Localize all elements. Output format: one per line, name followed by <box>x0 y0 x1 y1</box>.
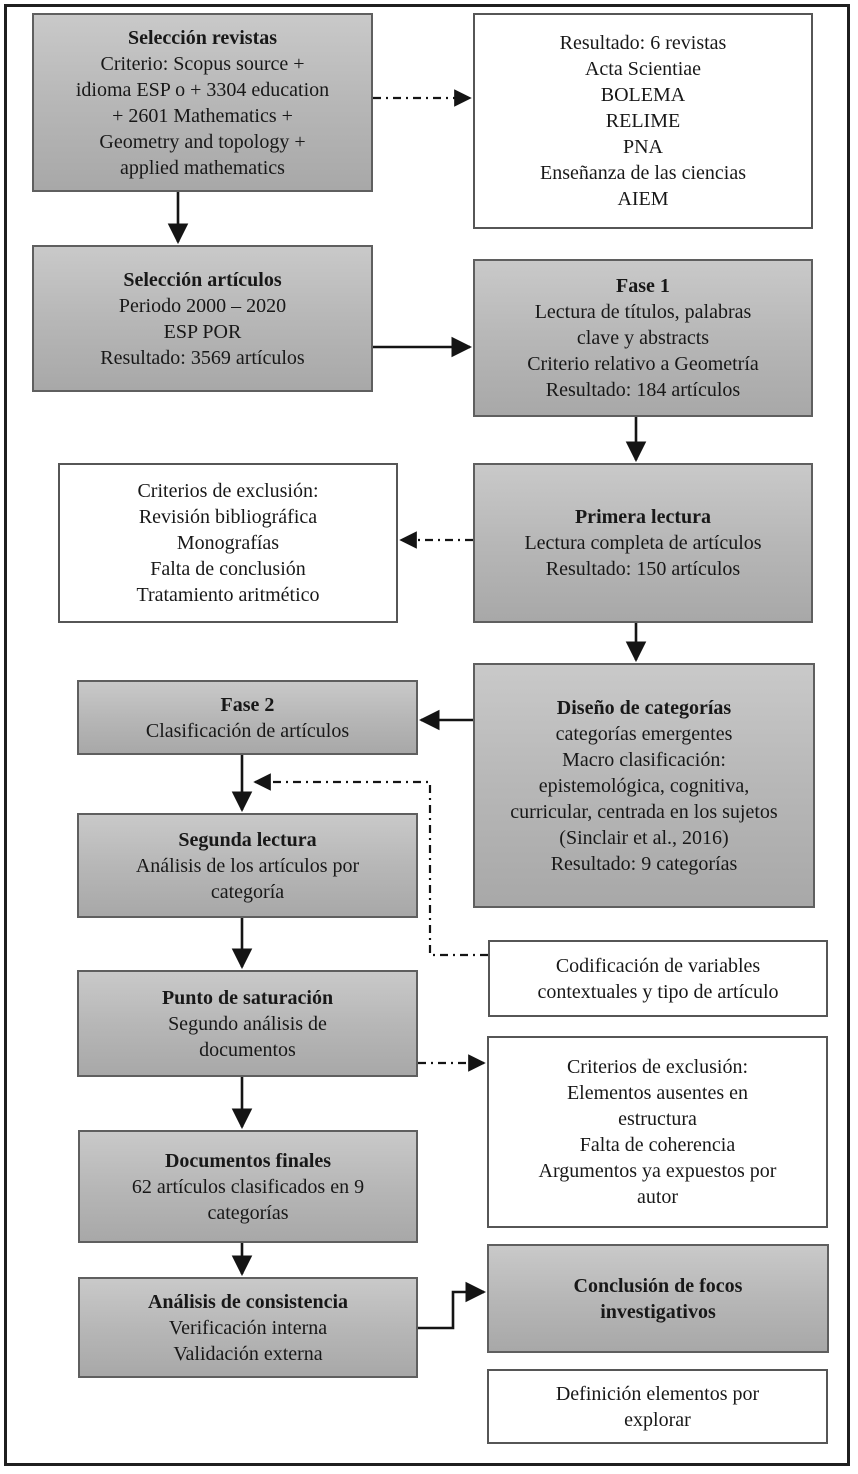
box-line: Verificación interna <box>168 1316 328 1339</box>
box-line: Enseñanza de las ciencias <box>539 162 746 184</box>
box-line: Criterios de exclusión: <box>137 480 319 502</box>
box-line: Resultado: 6 revistas <box>559 32 727 54</box>
box-line: estructura <box>618 1108 697 1130</box>
box-fase2 <box>77 680 418 755</box>
box-line: Resultado: 9 categorías <box>550 852 738 875</box>
box-line: PNA <box>622 136 663 158</box>
box-line: Criterios de exclusión: <box>566 1056 749 1078</box>
box-line: Lectura completa de artículos <box>524 532 762 554</box>
box-line: + 2601 Mathematics + <box>112 104 293 127</box>
box-line: RELIME <box>605 110 681 132</box>
box-line: Análisis de los artículos por <box>135 854 360 877</box>
box-line: contextuales y tipo de artículo <box>537 980 779 1003</box>
box-seleccion-revistas <box>32 13 373 192</box>
box-line: categoría <box>210 880 285 903</box>
box-line: Clasificación de artículos <box>145 719 350 742</box>
box-line: Geometry and topology + <box>99 130 306 153</box>
box-resultado-revistas <box>473 13 813 229</box>
box-title: Fase 1 <box>616 275 670 297</box>
box-line: explorar <box>624 1408 691 1431</box>
box-title: Primera lectura <box>574 506 712 528</box>
box-title: Diseño de categorías <box>556 696 732 719</box>
box-line: epistemológica, cognitiva, <box>538 774 750 797</box>
box-line: Definición elementos por <box>555 1382 760 1405</box>
box-title: Selección artículos <box>123 268 282 291</box>
box-line: (Sinclair et al., 2016) <box>559 826 729 849</box>
box-line: Argumentos ya expuestos por <box>538 1160 777 1182</box>
box-line: Validación externa <box>173 1342 323 1365</box>
box-title: Selección revistas <box>127 26 278 49</box>
box-line: Revisión bibliográfica <box>138 506 318 528</box>
box-line: categorías emergentes <box>555 722 733 745</box>
box-line: Criterio relativo a Geometría <box>527 353 759 375</box>
box-line: Criterio: Scopus source + <box>100 52 305 75</box>
box-line: Resultado: 150 artículos <box>545 558 741 580</box>
box-line: idioma ESP o + 3304 education <box>75 78 330 101</box>
box-analisis-consistencia <box>78 1277 418 1378</box>
box-segunda-lectura <box>77 813 418 918</box>
box-line: categorías <box>207 1201 289 1224</box>
box-title: Fase 2 <box>220 693 275 716</box>
box-punto-saturacion <box>77 970 418 1077</box>
box-line: Elementos ausentes en <box>566 1082 749 1104</box>
box-line: Monografías <box>176 532 280 554</box>
box-title: Punto de saturación <box>161 986 334 1009</box>
box-title: Documentos finales <box>164 1149 332 1172</box>
box-line: BOLEMA <box>600 84 686 106</box>
box-diseno-categorias <box>473 663 815 908</box>
box-line: Resultado: 184 artículos <box>545 379 741 401</box>
box-line: 62 artículos clasificados en 9 <box>131 1175 365 1198</box>
box-criterios-exclusion-2 <box>487 1036 828 1228</box>
box-line: Falta de coherencia <box>579 1134 736 1156</box>
box-line: AIEM <box>617 188 669 210</box>
box-line: Macro clasificación: <box>562 748 726 771</box>
box-line: Tratamiento aritmético <box>136 584 320 606</box>
box-line: Periodo 2000 – 2020 <box>118 294 287 317</box>
box-line: ESP POR <box>163 320 242 343</box>
box-fase1 <box>473 259 813 417</box>
box-line: Falta de conclusión <box>150 558 306 580</box>
box-title: Análisis de consistencia <box>147 1290 349 1313</box>
box-line: documentos <box>199 1038 296 1061</box>
box-line: applied mathematics <box>120 156 285 179</box>
box-line: Lectura de títulos, palabras <box>534 301 752 323</box>
box-line: Acta Scientiae <box>584 58 702 80</box>
box-line: autor <box>636 1186 679 1208</box>
box-line: curricular, centrada en los sujetos <box>510 800 778 823</box>
box-definicion-elementos <box>487 1369 828 1444</box>
box-title: Conclusión de focos <box>573 1274 743 1297</box>
box-documentos-finales <box>78 1130 418 1243</box>
box-criterios-exclusion-1 <box>58 463 398 623</box>
box-line: Segundo análisis de <box>168 1012 327 1035</box>
box-title: Segunda lectura <box>178 828 317 851</box>
box-title: investigativos <box>600 1300 716 1323</box>
box-codificacion-variables <box>488 940 828 1017</box>
box-primera-lectura <box>473 463 813 623</box>
box-line: Codificación de variables <box>555 954 761 977</box>
box-line: clave y abstracts <box>576 327 710 349</box>
box-conclusion-focos <box>487 1244 829 1353</box>
box-seleccion-articulos <box>32 245 373 392</box>
box-line: Resultado: 3569 artículos <box>100 346 305 369</box>
